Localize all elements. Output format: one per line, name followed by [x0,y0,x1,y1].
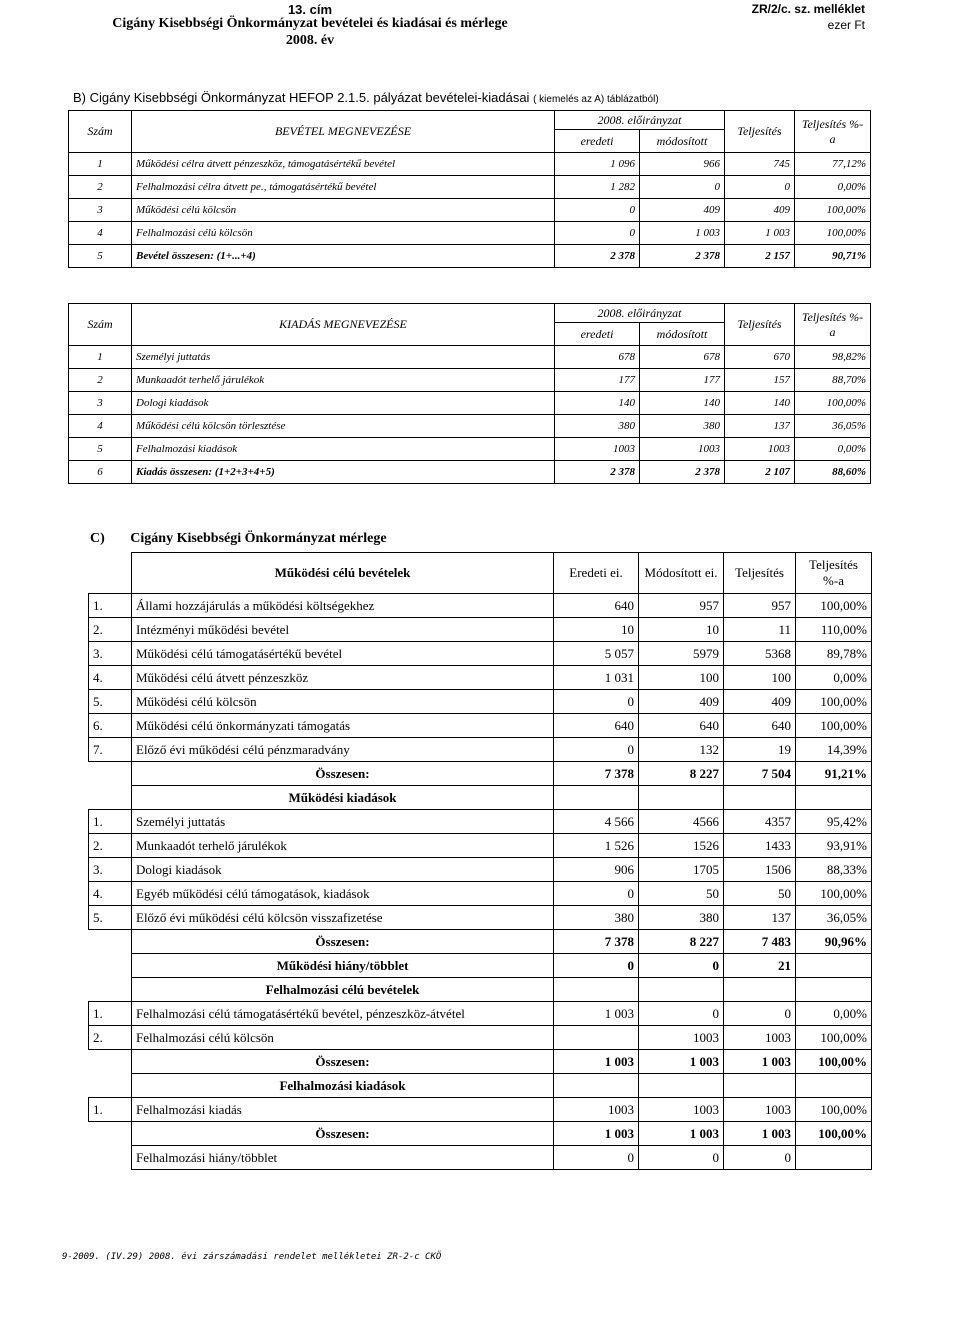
row-number: 1. [89,1002,132,1026]
row-name: Működési célú kölcsön [132,199,555,222]
row-name: Felhalmozási célra átvett pe., támogatásértékű bevétel [132,176,555,199]
table-row [89,594,872,618]
cell-modositott: 4566 [639,810,724,834]
row-number: 4. [89,882,132,906]
row-name: Felhalmozási kiadások [132,438,555,461]
cell-eredeti: 0 [555,199,640,222]
row-name: Előző évi működési célú pénzmaradvány [132,738,554,762]
cell-teljesites: 640 [724,714,796,738]
cell-modositott: 2 378 [640,245,725,268]
cell-teljesites: 0 [725,176,795,199]
col-header-eredeti: eredeti [555,130,640,153]
cell-eredeti: 1003 [554,1098,639,1122]
cell-teljesites: 21 [724,954,796,978]
cell-teljesites: 11 [724,618,796,642]
row-number: 1 [69,153,132,176]
cell-eredeti: 177 [555,369,640,392]
table-row [89,834,872,858]
table-row [69,461,871,484]
mukodesi-kiadasok-title [89,786,872,810]
table-row [69,438,871,461]
col-header-pct: Teljesítés %-a [795,111,871,153]
mukodesi-bevetelek-title: Működési célú bevételek [132,553,554,594]
row-name: Felhalmozási célú kölcsön [132,1026,554,1050]
cell-pct: 89,78% [796,642,872,666]
total-row [89,762,872,786]
expense-table [68,303,871,484]
row-name: Előző évi működési célú kölcsön visszafizetése [132,906,554,930]
cell-eredeti: 7 378 [554,930,639,954]
blank-cell [89,786,132,810]
cell-eredeti [554,1026,639,1050]
table-row [89,810,872,834]
row-name: Működési célú támogatásértékű bevétel [132,642,554,666]
cell-modositott: 0 [639,1146,724,1170]
row-number: 6 [69,461,132,484]
table-row [89,1098,872,1122]
cell-pct: 100,00% [796,1122,872,1146]
row-name: Működési célú kölcsön törlesztése [132,415,555,438]
cell-eredeti: 0 [554,690,639,714]
cell-teljesites: 1003 [724,1098,796,1122]
footer-text: 9-2009. (IV.29) 2008. évi zárszámadási rendelet mellékletei ZR-2-c CKÖ [62,1252,442,1262]
col-header-szam: Szám [69,111,132,153]
cell-eredeti: 140 [555,392,640,415]
cell-pct: 100,00% [796,594,872,618]
cell-pct: 0,00% [795,438,871,461]
row-number: 3. [89,858,132,882]
row-number: 2. [89,618,132,642]
cell-modositott: 1003 [640,438,725,461]
row-number: 1. [89,810,132,834]
table-row [69,176,871,199]
row-name: Működési célra átvett pénzeszköz, támogatásértékű bevétel [132,153,555,176]
cell-eredeti: 1 003 [554,1002,639,1026]
cell-pct: 100,00% [796,1050,872,1074]
cell-eredeti: 1 003 [554,1122,639,1146]
blank-cell [724,786,796,810]
col-header-eredeti: eredeti [555,323,640,346]
table-row [89,666,872,690]
row-name: Állami hozzájárulás a működési költségekhez [132,594,554,618]
cell-modositott: 409 [639,690,724,714]
cell-teljesites: 7 504 [724,762,796,786]
table-row [89,690,872,714]
cell-eredeti: 1 526 [554,834,639,858]
felhalmozasi-hiany-row [89,1146,872,1170]
total-label: Összesen: [132,1122,554,1146]
blank-cell [89,954,132,978]
blank-cell [89,978,132,1002]
cell-teljesites: 409 [724,690,796,714]
mukodesi-kiadasok-title-label: Működési kiadások [132,786,554,810]
cell-eredeti: 906 [554,858,639,882]
cell-eredeti: 1 282 [555,176,640,199]
col-header-group: 2008. előirányzat [555,111,725,130]
cell-teljesites: 2 157 [725,245,795,268]
row-number: 3. [89,642,132,666]
table-row [69,346,871,369]
col-header-telj: Teljesítés [725,304,795,346]
cell-eredeti: 1 031 [554,666,639,690]
cell-eredeti: 0 [554,738,639,762]
row-name: Személyi juttatás [132,346,555,369]
table-row [69,153,871,176]
cell-pct: 110,00% [796,618,872,642]
cell-teljesites: 4357 [724,810,796,834]
cell-teljesites: 157 [725,369,795,392]
cell-teljesites: 140 [725,392,795,415]
row-number: 2. [89,834,132,858]
row-name: Dologi kiadások [132,858,554,882]
blank-cell [639,786,724,810]
cell-eredeti: 5 057 [554,642,639,666]
col-header-telj: Teljesítés [725,111,795,153]
cell-modositott: 8 227 [639,762,724,786]
cell-teljesites: 50 [724,882,796,906]
blank-cell [89,1050,132,1074]
cell-pct: 93,91% [796,834,872,858]
row-name: Kiadás összesen: (1+2+3+4+5) [132,461,555,484]
row-number: 5 [69,438,132,461]
row-number: 4 [69,222,132,245]
cell-teljesites: 5368 [724,642,796,666]
cell-pct: 0,00% [796,666,872,690]
cell-modositott: 678 [640,346,725,369]
cell-pct: 95,42% [796,810,872,834]
col-header-name: KIADÁS MEGNEVEZÉSE [132,304,555,346]
row-number: 2 [69,369,132,392]
cell-eredeti: 7 378 [554,762,639,786]
cell-modositott: 50 [639,882,724,906]
felhalmozasi-kiadasok-title-label: Felhalmozási kiadások [132,1074,554,1098]
unit-label: ezer Ft [827,18,865,32]
cell-teljesites: 0 [724,1002,796,1026]
cell-pct: 14,39% [796,738,872,762]
row-number: 4. [89,666,132,690]
cell-eredeti: 1 096 [555,153,640,176]
cell-eredeti: 1003 [555,438,640,461]
cell-modositott: 8 227 [639,930,724,954]
cell-teljesites: 137 [724,906,796,930]
row-number: 5 [69,245,132,268]
cell-teljesites: 137 [725,415,795,438]
cell-pct: 100,00% [796,1098,872,1122]
blank-cell [554,978,639,1002]
total-row [89,1122,872,1146]
section-b-note: ( kiemelés az A) táblázatból) [533,94,659,105]
cell-modositott: 177 [640,369,725,392]
cell-teljesites: 1433 [724,834,796,858]
table-row [89,1026,872,1050]
cell-eredeti: 2 378 [555,245,640,268]
section-c-title [90,531,387,547]
row-name: Személyi juttatás [132,810,554,834]
cell-eredeti: 4 566 [554,810,639,834]
felhalmozasi-bevetelek-title [89,978,872,1002]
row-number: 5. [89,906,132,930]
section-c-heading: Cigány Kisebbségi Önkormányzat mérlege [130,531,387,546]
cell-teljesites: 2 107 [725,461,795,484]
blank-cell [89,930,132,954]
row-number: 1. [89,1098,132,1122]
table-row [69,199,871,222]
col-header-modositott: módosított [640,323,725,346]
col-header-modositott: Módosított ei. [639,553,724,594]
cell-pct: 100,00% [795,392,871,415]
cell-pct: 0,00% [796,1002,872,1026]
row-number: 6. [89,714,132,738]
revenue-table [68,110,871,268]
row-name: Bevétel összesen: (1+...+4) [132,245,555,268]
blank-cell [639,1074,724,1098]
row-name: Felhalmozási célú kölcsön [132,222,555,245]
cell-pct: 90,96% [796,930,872,954]
row-number: 1. [89,594,132,618]
cell-modositott: 409 [640,199,725,222]
blank-cell [89,1074,132,1098]
annex-ref: ZR/2/c. sz. melléklet [751,2,865,16]
cell-modositott: 1 003 [639,1050,724,1074]
blank-cell [796,786,872,810]
row-name: Egyéb működési célú támogatások, kiadások [132,882,554,906]
cell-teljesites: 1003 [725,438,795,461]
total-label: Összesen: [132,1050,554,1074]
row-name: Felhalmozási kiadás [132,1098,554,1122]
blank-cell [796,1146,872,1170]
row-name: Működési célú önkormányzati támogatás [132,714,554,738]
cell-teljesites: 0 [724,1146,796,1170]
table-row [89,858,872,882]
cell-modositott: 1705 [639,858,724,882]
cell-pct: 100,00% [795,222,871,245]
table-row [69,245,871,268]
total-label: Összesen: [132,930,554,954]
table-row [89,738,872,762]
blank-cell [89,553,132,594]
cell-pct: 90,71% [795,245,871,268]
cell-teljesites: 1 003 [724,1122,796,1146]
cell-pct: 77,12% [795,153,871,176]
cell-pct: 88,33% [796,858,872,882]
blank-cell [796,978,872,1002]
cell-modositott: 640 [639,714,724,738]
cell-eredeti: 0 [554,882,639,906]
table-row [89,642,872,666]
blank-cell [796,1074,872,1098]
row-name: Működési célú átvett pénzeszköz [132,666,554,690]
cell-eredeti: 640 [554,714,639,738]
mukodesi-hiany-row-label: Működési hiány/többlet [132,954,554,978]
cell-modositott: 0 [639,954,724,978]
blank-cell [639,978,724,1002]
section-b-title [73,90,659,105]
col-header-pct: Teljesítés %-a [796,553,872,594]
cell-modositott: 0 [639,1002,724,1026]
cell-pct: 100,00% [796,714,872,738]
row-number: 3 [69,199,132,222]
blank-cell [724,1074,796,1098]
cell-teljesites: 745 [725,153,795,176]
balance-header-row [89,553,872,594]
col-header-eredeti: Eredeti ei. [554,553,639,594]
page-year: 2008. év [285,33,335,48]
blank-cell [89,1122,132,1146]
cell-eredeti: 0 [554,954,639,978]
col-header-telj: Teljesítés [724,553,796,594]
cell-modositott: 1003 [639,1098,724,1122]
blank-cell [724,978,796,1002]
row-number: 4 [69,415,132,438]
table-row [69,222,871,245]
cell-modositott: 957 [639,594,724,618]
balance-table [88,552,872,1170]
row-number: 2 [69,176,132,199]
cell-pct: 98,82% [795,346,871,369]
table-row [69,415,871,438]
cell-eredeti: 10 [554,618,639,642]
felhalmozasi-hiany-label: Felhalmozási hiány/többlet [132,1146,554,1170]
row-name: Intézményi működési bevétel [132,618,554,642]
table-row [89,714,872,738]
cell-teljesites: 1 003 [724,1050,796,1074]
cell-eredeti: 1 003 [554,1050,639,1074]
cell-teljesites: 1 003 [725,222,795,245]
mukodesi-hiany-row [89,954,872,978]
blank-cell [89,762,132,786]
col-header-group: 2008. előirányzat [555,304,725,323]
cell-modositott: 10 [639,618,724,642]
cell-pct: 36,05% [796,906,872,930]
cell-pct: 100,00% [796,690,872,714]
cell-modositott: 140 [640,392,725,415]
section-b-heading: B) Cigány Kisebbségi Önkormányzat HEFOP 2.1.5. pályázat bevételei-kiadásai [73,90,530,105]
cell-teljesites: 1506 [724,858,796,882]
cell-eredeti: 0 [554,1146,639,1170]
section-c-label: C) [90,531,105,546]
table-row [89,1002,872,1026]
cell-pct: 0,00% [795,176,871,199]
cell-teljesites: 19 [724,738,796,762]
cell-eredeti: 380 [554,906,639,930]
cell-eredeti: 2 378 [555,461,640,484]
cell-eredeti: 640 [554,594,639,618]
cell-modositott: 380 [639,906,724,930]
col-header-name: BEVÉTEL MEGNEVEZÉSE [132,111,555,153]
row-name: Munkaadót terhelő járulékok [132,834,554,858]
table-row [69,369,871,392]
cell-modositott: 5979 [639,642,724,666]
total-label: Összesen: [132,762,554,786]
cell-teljesites: 1003 [724,1026,796,1050]
table-row [69,392,871,415]
cell-teljesites: 670 [725,346,795,369]
row-name: Működési célú kölcsön [132,690,554,714]
blank-cell [554,786,639,810]
cell-modositott: 0 [640,176,725,199]
blank-cell [796,954,872,978]
cell-pct: 91,21% [796,762,872,786]
cell-modositott: 380 [640,415,725,438]
felhalmozasi-bevetelek-title-label: Felhalmozási célú bevételek [132,978,554,1002]
cell-teljesites: 957 [724,594,796,618]
total-row [89,1050,872,1074]
cell-pct: 36,05% [795,415,871,438]
blank-cell [89,1146,132,1170]
cell-pct: 100,00% [795,199,871,222]
cell-teljesites: 7 483 [724,930,796,954]
cell-pct: 100,00% [796,882,872,906]
total-row [89,930,872,954]
cell-modositott: 1 003 [640,222,725,245]
felhalmozasi-kiadasok-title [89,1074,872,1098]
cell-pct: 100,00% [796,1026,872,1050]
col-header-szam: Szám [69,304,132,346]
cim-label: 13. cím [287,2,333,17]
cell-modositott: 132 [639,738,724,762]
cell-modositott: 1526 [639,834,724,858]
cell-modositott: 100 [639,666,724,690]
row-name: Felhalmozási célú támogatásértékű bevétel, pénzeszköz-átvétel [132,1002,554,1026]
cell-pct: 88,60% [795,461,871,484]
col-header-pct: Teljesítés %-a [795,304,871,346]
row-name: Munkaadót terhelő járulékok [132,369,555,392]
row-number: 7. [89,738,132,762]
page-title: Cigány Kisebbségi Önkormányzat bevételei és kiadásai és mérlege [112,16,508,31]
cell-pct: 88,70% [795,369,871,392]
cell-modositott: 1 003 [639,1122,724,1146]
cell-modositott: 966 [640,153,725,176]
row-number: 3 [69,392,132,415]
cell-teljesites: 100 [724,666,796,690]
cell-eredeti: 678 [555,346,640,369]
cell-eredeti: 0 [555,222,640,245]
row-number: 2. [89,1026,132,1050]
cell-modositott: 2 378 [640,461,725,484]
row-number: 1 [69,346,132,369]
col-header-modositott: módosított [640,130,725,153]
cell-teljesites: 409 [725,199,795,222]
cell-eredeti: 380 [555,415,640,438]
table-row [89,618,872,642]
blank-cell [554,1074,639,1098]
table-row [89,882,872,906]
cell-modositott: 1003 [639,1026,724,1050]
row-name: Dologi kiadások [132,392,555,415]
row-number: 5. [89,690,132,714]
table-row [89,906,872,930]
